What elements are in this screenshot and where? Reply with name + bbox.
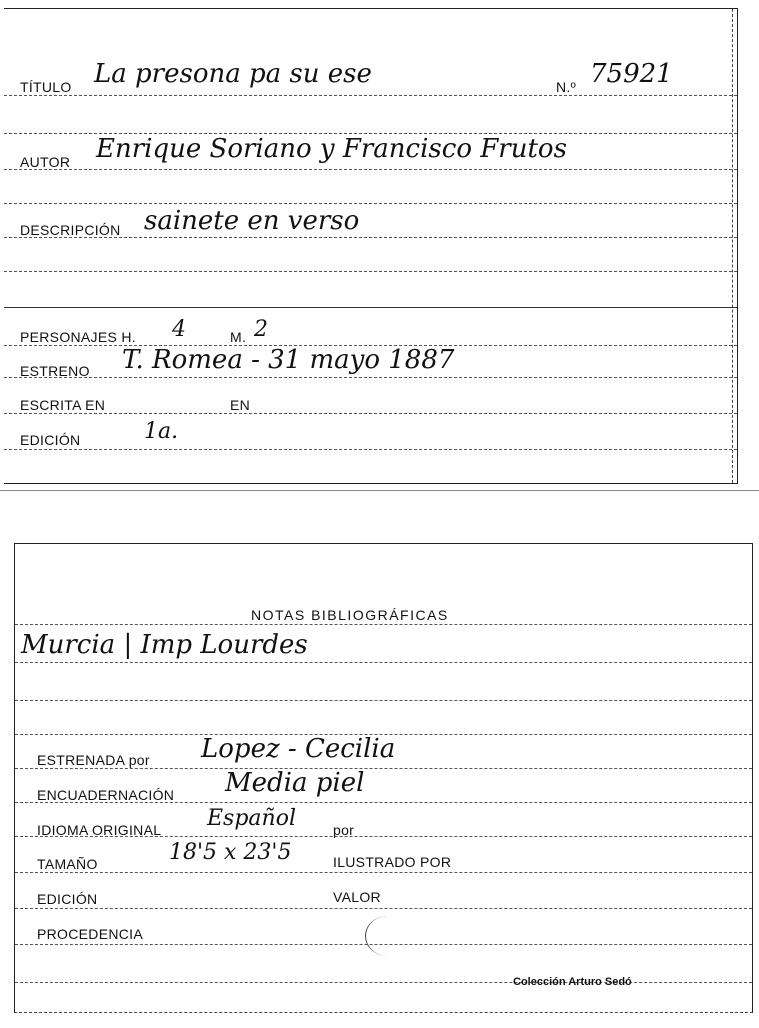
rule-line <box>4 169 737 170</box>
rule-line <box>15 624 752 625</box>
descripcion-value: sainete en verso <box>144 206 360 236</box>
autor-value: Enrique Soriano y Francisco Frutos <box>96 134 567 164</box>
rule-line <box>15 768 752 769</box>
notas-label: NOTAS BIBLIOGRÁFICAS <box>251 607 449 623</box>
estrenada-value: Lopez - Cecilia <box>201 734 396 764</box>
card-edge <box>732 9 733 483</box>
idioma-value: Español <box>207 806 296 831</box>
rule-line <box>4 95 737 96</box>
personajes-label: PERSONAJES H. <box>20 329 136 345</box>
rule-line <box>15 872 752 873</box>
ilustrado-label: ILUSTRADO POR <box>333 854 452 870</box>
collection-credit: Colección Arturo Sedó <box>513 976 632 988</box>
rule-line <box>4 271 737 272</box>
personajes-m-value: 2 <box>254 317 268 342</box>
titulo-value: La presona pa su ese <box>94 59 372 89</box>
procedencia-label: PROCEDENCIA <box>37 926 143 942</box>
encuadernacion-value: Media piel <box>225 768 365 798</box>
rule-line <box>4 413 737 414</box>
tamano-value: 18'5 x 23'5 <box>169 840 292 865</box>
descripcion-label: DESCRIPCIÓN <box>20 222 121 238</box>
rule-line <box>4 203 737 204</box>
titulo-label: TÍTULO <box>20 79 72 95</box>
rule-line <box>15 982 752 983</box>
numero-label: N.º <box>556 79 577 95</box>
numero-value: 75921 <box>590 59 673 89</box>
personajes-h-value: 4 <box>172 317 186 342</box>
estrenada-label: ESTRENADA por <box>37 752 150 768</box>
estreno-label: ESTRENO <box>20 363 90 379</box>
en-label: EN <box>230 397 251 413</box>
rule-line <box>4 377 737 378</box>
edicion-label: EDICIÓN <box>20 432 81 448</box>
card-separator <box>0 490 759 491</box>
rule-line <box>15 908 752 909</box>
escrita-label: ESCRITA EN <box>20 397 106 413</box>
notas-value: Murcia | Imp Lourdes <box>21 630 308 660</box>
valor-label: VALOR <box>333 889 381 905</box>
rule-line <box>15 662 752 663</box>
tamano-label: TAMAÑO <box>37 856 98 872</box>
edicion-value: 1a. <box>144 419 179 444</box>
rule-line <box>15 700 752 701</box>
estreno-value: T. Romea - 31 mayo 1887 <box>122 345 455 375</box>
catalog-card-front <box>4 8 738 484</box>
encuadernacion-label: ENCUADERNACIÓN <box>37 787 175 803</box>
personajes-m-label: M. <box>230 329 247 345</box>
autor-label: AUTOR <box>20 154 71 170</box>
edicion-label-2: EDICIÓN <box>37 891 98 907</box>
rule-line <box>4 449 737 450</box>
idioma-label: IDIOMA ORIGINAL <box>37 822 162 838</box>
catalog-card-back <box>14 543 753 1013</box>
stamp-mark <box>365 916 410 956</box>
por-label: por <box>333 822 355 838</box>
rule-line <box>4 307 737 308</box>
